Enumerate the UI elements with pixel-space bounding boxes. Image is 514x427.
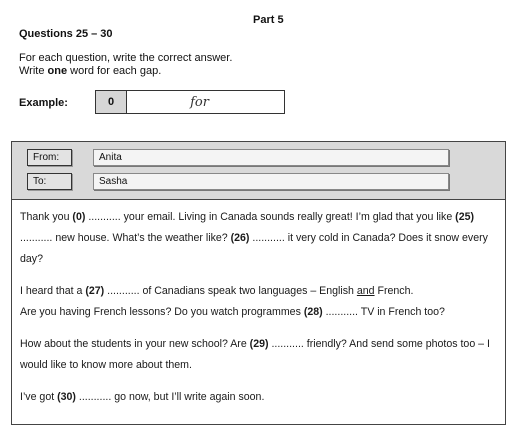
body-text: ........... of Canadians speak two languages – English	[104, 285, 357, 297]
gap-0: (0)	[72, 211, 86, 223]
body-text: ........... new house. What’s the weather like?	[20, 232, 231, 244]
example-box	[95, 90, 285, 114]
gap-28: (28)	[303, 306, 323, 318]
gap-25: (25)	[455, 211, 475, 223]
body-text: Thank you	[20, 211, 73, 223]
questions-range: Questions 25 – 30	[19, 28, 113, 40]
body-text: ........... your email. Living in Canada sounds really great! I’m glad that you like	[85, 211, 456, 223]
from-label: From:	[27, 149, 72, 166]
body-text: ........... it very cold in Canada? Does it snow every day?	[20, 232, 488, 265]
body-text: ........... friendly? And send some photos too – I would like to know more about them.	[20, 338, 490, 371]
paragraph-2	[20, 281, 499, 323]
body-text: I heard that a	[20, 285, 86, 297]
underlined-word: and	[356, 285, 375, 297]
from-field: Anita	[93, 149, 449, 166]
part-title: Part 5	[253, 14, 284, 26]
instruction-emphasis: one	[47, 65, 68, 77]
body-text: I’ve got	[20, 391, 58, 403]
instruction-text: Write	[19, 65, 48, 77]
to-field: Sasha	[93, 173, 449, 190]
instruction-text: word for each gap.	[67, 65, 162, 77]
body-text: How about the students in your new school? Are	[20, 338, 250, 350]
email-header	[12, 142, 505, 200]
gap-30: (30)	[57, 391, 76, 403]
body-text: Are you having French lessons? Do you watch programmes	[20, 306, 304, 318]
gap-29: (29)	[249, 338, 269, 350]
example-label: Example:	[19, 97, 68, 109]
body-text: French.	[374, 285, 414, 297]
paragraph-1	[20, 207, 499, 270]
instruction-line-1: For each question, write the correct answer.	[19, 52, 233, 64]
email-panel	[11, 141, 506, 425]
instruction-line-2	[19, 65, 161, 77]
paragraph-3	[20, 334, 499, 376]
body-text: ........... go now, but I’ll write again soon.	[75, 391, 265, 403]
body-text: ........... TV in French too?	[322, 306, 445, 318]
gap-26: (26)	[230, 232, 250, 244]
gap-27: (27)	[85, 285, 105, 297]
email-body	[12, 200, 505, 408]
paragraph-4	[20, 387, 499, 408]
example-number: 0	[96, 91, 127, 113]
to-label: To:	[27, 173, 72, 190]
example-answer: for	[190, 94, 209, 110]
